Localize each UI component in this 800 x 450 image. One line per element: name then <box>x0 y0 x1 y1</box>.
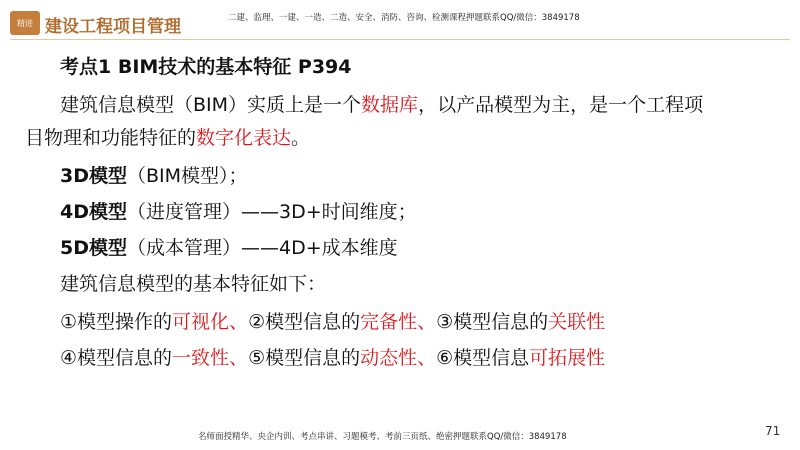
text: 。 <box>291 127 311 149</box>
model-3d-label: 3D模型 <box>60 165 127 187</box>
feature-correlation: 关联性 <box>548 311 606 333</box>
feature-extensibility: 可拓展性 <box>529 347 606 369</box>
model-3d-desc: （BIM模型）； <box>127 165 248 187</box>
model-4d-line <box>60 197 417 227</box>
features-line-2 <box>60 343 605 373</box>
footer-contact-note: 名师面授精华、央企内训、考点串讲、习题模考、考前三页纸、绝密押题联系QQ/微信：3849178 <box>198 432 567 442</box>
course-title: 建设工程项目管理 <box>45 17 181 37</box>
highlight-digital-expression: 数字化表达 <box>196 127 292 149</box>
model-5d-desc: （成本管理）——4D+成本维度 <box>127 237 398 259</box>
feature-visualization: 可视化、 <box>172 311 249 333</box>
slide-header <box>0 0 800 40</box>
highlight-database: 数据库 <box>361 94 419 116</box>
text: 目物理和功能特征的 <box>25 127 197 149</box>
feature-dynamic: 动态性、 <box>360 347 437 369</box>
features-line-1 <box>60 307 605 337</box>
text: ⑥模型信息 <box>436 347 530 369</box>
model-4d-label: 4D模型 <box>60 201 127 223</box>
model-5d-line <box>60 233 398 263</box>
slide-heading: 考点1 BIM技术的基本特征 P394 <box>60 56 352 78</box>
text: 建筑信息模型（BIM）实质上是一个 <box>60 94 362 116</box>
text: ，以产品模型为主，是一个工程项 <box>418 94 704 116</box>
paragraph-line-1 <box>60 90 703 120</box>
model-5d-label: 5D模型 <box>60 237 127 259</box>
header-divider <box>10 39 790 40</box>
model-4d-desc: （进度管理）——3D+时间维度； <box>127 201 417 223</box>
text: ③模型信息的 <box>436 311 549 333</box>
features-intro: 建筑信息模型的基本特征如下： <box>60 273 327 295</box>
feature-consistency: 一致性、 <box>172 347 249 369</box>
text: ⑤模型信息的 <box>248 347 361 369</box>
header-contact-note: 二建、监理、一建、一造、二造、安全、消防、咨询、检测课程押题联系QQ/微信：3849178 <box>228 13 580 23</box>
brand-logo <box>10 11 40 35</box>
feature-completeness: 完备性、 <box>360 311 437 333</box>
paragraph-line-2 <box>25 123 310 153</box>
brand-logo-text: 精进 <box>17 18 33 28</box>
page-number: 71 <box>765 424 781 438</box>
text: ②模型信息的 <box>248 311 361 333</box>
model-3d-line <box>60 161 248 191</box>
text: ①模型操作的 <box>60 311 173 333</box>
text: ④模型信息的 <box>60 347 173 369</box>
